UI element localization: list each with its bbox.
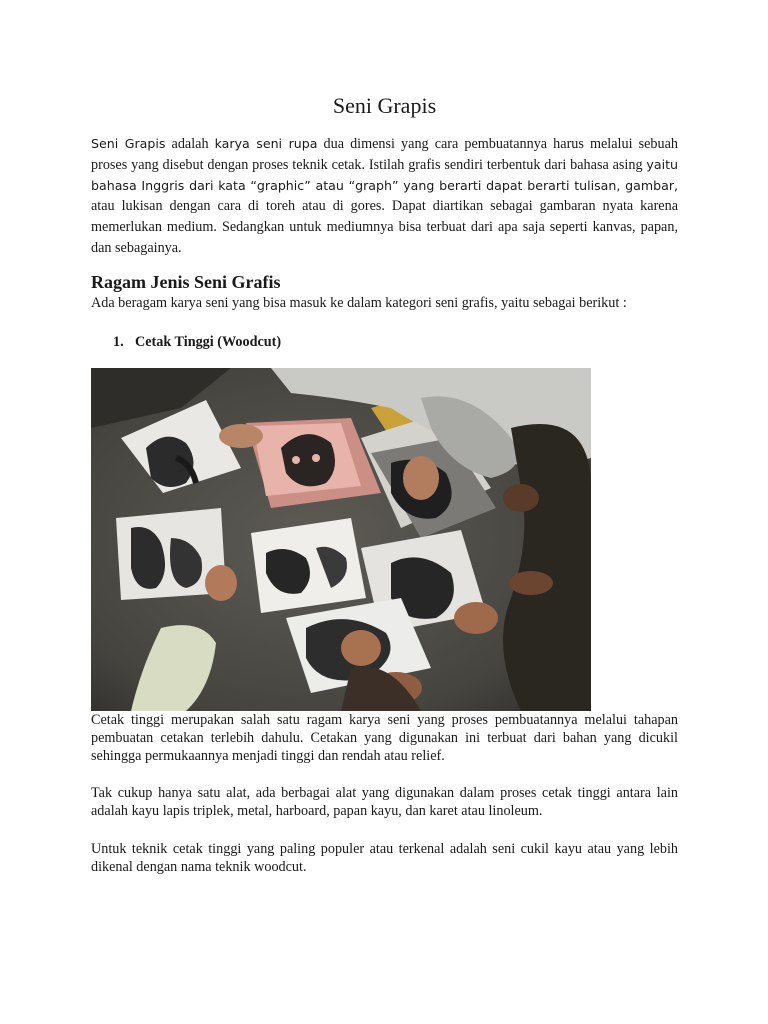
page-title: Seni Grapis xyxy=(332,93,437,118)
intro-text-sans: yaitu bahasa Inggris dari kata “graphic” atau “graph” yang berarti dapat berarti tulisan, gambar, xyxy=(91,156,678,193)
woodcut-photo-illustration xyxy=(91,368,591,711)
section-heading: Ragam Jenis Seni Grafis xyxy=(91,272,281,292)
list-number: 1. xyxy=(113,334,124,350)
intro-term: Seni Grapis xyxy=(91,136,166,151)
paragraph-woodcut: Untuk teknik cetak tinggi yang paling populer atau terkenal adalah seni cukil kayu atau yang lebih dikenal dengan nama teknik woodcut. xyxy=(91,841,678,875)
intro-adalah: adalah xyxy=(165,136,215,152)
intro-text-part1: dua dimensi yang cara pembuatannya harus melalui sebuah proses yang disebut dengan proses teknik cetak. Istilah grafis sendiri terbentuk dari bahasa asing xyxy=(91,136,678,173)
list-item-cetak-tinggi xyxy=(113,332,281,352)
woodcut-photo xyxy=(91,368,591,711)
paragraph-alat: Tak cukup hanya satu alat, ada berbagai alat yang digunakan dalam proses cetak tinggi antara lain adalah kayu lapis triplek, metal, harboard, papan kayu, dan karet atau linoleum. xyxy=(91,785,678,819)
karya-seni-rupa-link[interactable]: karya seni rupa xyxy=(214,136,318,151)
list-label: Cetak Tinggi (Woodcut) xyxy=(135,334,282,350)
intro-text-part2: atau lukisan dengan cara di toreh atau di gores. Dapat diartikan sebagai gambaran nyata karena memerlukan medium. Sedangkan untuk mediumnya bisa terbuat dari apa saja seperti kanvas, papan, dan sebagainya. xyxy=(91,198,678,256)
section-intro: Ada beragam karya seni yang bisa masuk ke dalam kategori seni grafis, yaitu sebagai berikut : xyxy=(91,295,627,311)
paragraph-cetak-tinggi-def: Cetak tinggi merupakan salah satu ragam karya seni yang proses pembuatannya melalui tahapan pembuatan cetakan terlebih dahulu. Cetakan yang digunakan ini terbuat dari bahan yang dicukil sehingga permukaannya menjadi tinggi dan rendah atau relief. xyxy=(91,712,678,764)
intro-paragraph xyxy=(91,134,678,259)
